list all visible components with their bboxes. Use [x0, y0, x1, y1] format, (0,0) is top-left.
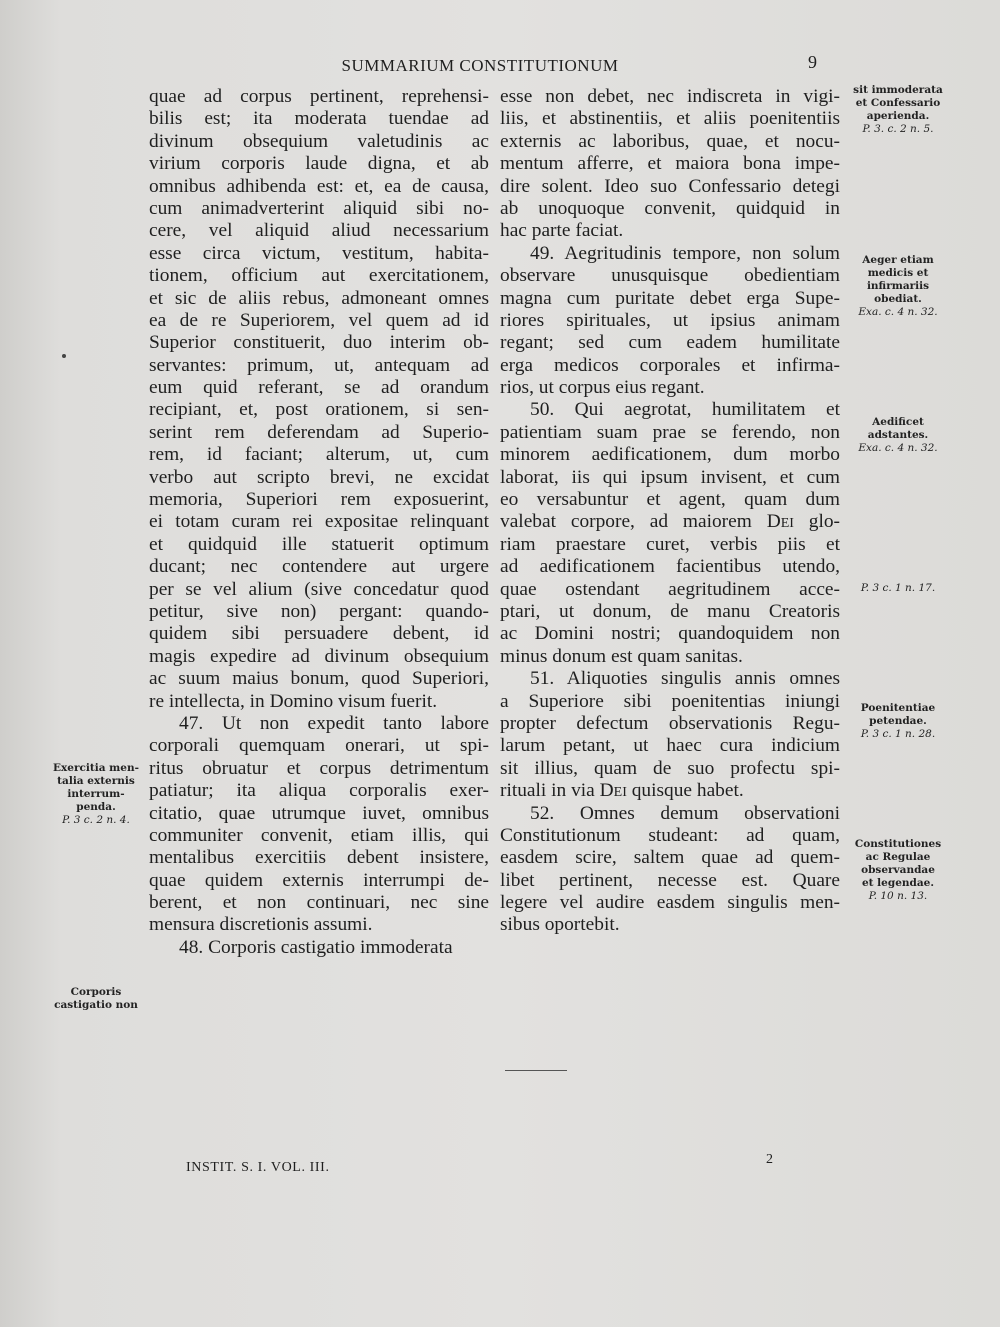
- text-line: liis, et abstinentiis, et aliis poenitentiis: [500, 108, 840, 130]
- text-line: citatio, quae utrumque iuvet, omnibus: [149, 802, 489, 824]
- text-line: servantes: primum, ut, antequam ad: [149, 354, 489, 376]
- text-line: recipiant, et, post orationem, si sen-: [149, 399, 489, 421]
- text-line: ducant; nec contendere aut urgere: [149, 556, 489, 578]
- text-line: [500, 780, 840, 802]
- text-line: mentum afferre, et maiora bona impe-: [500, 153, 840, 175]
- text-line: omnibus adhibenda est: et, ea de causa,: [149, 175, 489, 197]
- footer-signature: INSTIT. S. I. VOL. III.: [186, 1160, 330, 1175]
- margin-note-aedificet: [846, 416, 950, 455]
- note-line: aperienda.: [866, 110, 930, 122]
- text-line: ac suum maius bonum, quod Superiori,: [149, 668, 489, 690]
- note-line: adstantes.: [867, 429, 929, 441]
- text-line: hac parte faciat.: [500, 220, 624, 242]
- text-line: re intellecta, in Domino visum fuerit.: [149, 690, 438, 712]
- text-line: minorem aedificationem, dum morbo: [500, 444, 840, 466]
- text-line: sibus oportebit.: [500, 914, 620, 936]
- text-line: mentalibus exercitiis debent insistere,: [149, 847, 489, 869]
- note-line: talia externis: [57, 775, 135, 787]
- note-line: Aedificet: [872, 416, 924, 428]
- note-line: Constitutiones: [854, 838, 942, 850]
- text-line: rem, id faciant; alterum, ut, cum: [149, 444, 489, 466]
- text-fragment: rituali in via: [500, 780, 595, 802]
- note-line: observandae: [861, 864, 935, 876]
- text-line: patientiam suam prae se ferendo, non: [500, 421, 840, 443]
- text-line: bilis est; ita moderata tuendae ad: [149, 108, 489, 130]
- stray-mark: [62, 354, 66, 358]
- page-number: 9: [808, 52, 817, 72]
- text-fragment: glo-: [793, 511, 840, 533]
- text-line: corporali quemquam onerari, ut spi-: [149, 735, 489, 757]
- text-line: laborat, iis qui ipsum invisent, et cum: [500, 466, 840, 488]
- text-line: larum petant, ut haec cura indicium: [500, 735, 840, 757]
- note-reference: P. 3 c. 2 n. 4.: [62, 814, 130, 826]
- note-line: ac Regulae: [865, 851, 931, 863]
- text-line: sit illius, quam de suo profectu spi-: [500, 757, 840, 779]
- text-line: divinum obsequium valetudinis ac: [149, 130, 489, 152]
- note-line: medicis et: [867, 267, 929, 279]
- note-reference: Exa. c. 4 n. 32.: [858, 442, 938, 454]
- note-reference: Exa. c. 4 n. 32.: [858, 306, 938, 318]
- note-line: infirmariis: [866, 280, 930, 292]
- note-line: sit immoderata: [853, 84, 943, 96]
- small-caps-word: Dei: [766, 511, 794, 533]
- text-line: ac Domini nostri; quandoquidem non: [500, 623, 840, 645]
- margin-note-aeger: [846, 254, 950, 319]
- note-line: Corporis: [70, 986, 122, 998]
- text-fragment: quisque habet.: [626, 780, 744, 802]
- note-line: Poenitentiae: [860, 702, 936, 714]
- text-line: regant; sed cum eadem humilitate: [500, 332, 840, 354]
- text-line: serint rem deferendam ad Superio-: [149, 421, 489, 443]
- text-line: ptari, ut donum, de manu Creatoris: [500, 600, 840, 622]
- note-line: et Confessario: [855, 97, 941, 109]
- note-line: et legendae.: [862, 877, 934, 889]
- text-line: tionem, officium aut exercitationem,: [149, 265, 489, 287]
- text-line: et sic de aliis rebus, admoneant omnes: [149, 287, 489, 309]
- margin-note-exercitia: [48, 762, 144, 827]
- text-line: cum animadverterint aliquid sibi no-: [149, 197, 489, 219]
- text-line: magna cum puritate debet erga Supe-: [500, 287, 840, 309]
- margin-note-constitutiones: [846, 838, 950, 903]
- text-line: rios, ut corpus eius regant.: [500, 377, 705, 399]
- note-line: Aeger etiam: [862, 254, 934, 266]
- left-text-column: [149, 86, 489, 959]
- text-line: propter defectum observationis Regu-: [500, 712, 840, 734]
- text-line: ei totam curam rei expositae relinquant: [149, 511, 489, 533]
- text-line: magis expedire ad divinum obsequium: [149, 645, 489, 667]
- text-line: 49. Aegritudinis tempore, non solum: [530, 242, 840, 264]
- note-reference: P. 10 n. 13.: [868, 890, 928, 902]
- text-line: per se vel alium (sive concedatur quod: [149, 578, 489, 600]
- text-line: ad aedificationem facientibus utendo,: [500, 556, 840, 578]
- note-reference: P. 3 c. 1 n. 28.: [860, 728, 936, 740]
- text-line: 51. Aliquoties singulis annis omnes: [530, 668, 840, 690]
- text-line: ritus obruatur et corpus detrimentum: [149, 757, 489, 779]
- small-caps-word: Dei: [599, 780, 627, 802]
- text-line: 50. Qui aegrotat, humilitatem et: [530, 399, 840, 421]
- note-line: interrum-: [67, 788, 125, 800]
- text-line: 47. Ut non expedit tanto labore: [179, 712, 489, 734]
- text-line: esse non debet, nec indiscreta in vigi-: [500, 86, 840, 107]
- note-line: obediat.: [874, 293, 922, 305]
- text-line: quidem sibi persuadere debent, id: [149, 623, 489, 645]
- text-line: Constitutionum studeant: ad quam,: [500, 824, 840, 846]
- text-line: ea de re Superiorem, vel quem ad id: [149, 309, 489, 331]
- text-line: observare unusquisque obedientiam: [500, 265, 840, 287]
- text-line: eo versabuntur et agent, quam dum: [500, 489, 840, 511]
- note-line: castigatio non: [54, 999, 138, 1011]
- text-line: dire solent. Ideo suo Confessario detegi: [500, 175, 840, 197]
- text-line: mensura discretionis assumi.: [149, 914, 373, 936]
- text-line: virium corporis laude digna, et ab: [149, 153, 489, 175]
- text-line: 52. Omnes demum observationi: [530, 802, 840, 824]
- margin-note-corporis: [48, 986, 144, 1012]
- text-line: easdem scire, saltem quae ad quem-: [500, 847, 840, 869]
- text-line: legere vel audire easdem singulis men-: [500, 892, 840, 914]
- text-line: 48. Corporis castigatio immoderata: [179, 936, 453, 958]
- text-line: externis ac laboribus, quae, et nocu-: [500, 130, 840, 152]
- text-line: erga medicos corporales et infirma-: [500, 354, 840, 376]
- text-line: riam praestare curet, verbis piis et: [500, 533, 840, 555]
- text-line: verbo aut scripto brevi, ne excidat: [149, 466, 489, 488]
- running-title: SUMMARIUM CONSTITUTIONUM: [341, 56, 619, 75]
- divider-rule: [505, 1070, 567, 1071]
- note-line: penda.: [76, 801, 116, 813]
- text-line: patiatur; ita aliqua corporalis exer-: [149, 780, 489, 802]
- text-line: et quidquid ille statuerit optimum: [149, 533, 489, 555]
- text-line: a Superiore sibi poenitentias iniungi: [500, 690, 840, 712]
- text-line: quae ad corpus pertinent, reprehensi-: [149, 86, 489, 107]
- margin-note-confessario: [846, 84, 950, 136]
- text-line: cere, vel aliquid aliud necessarium: [149, 220, 489, 242]
- note-reference: P. 3. c. 2 n. 5.: [862, 123, 934, 135]
- text-line: [500, 511, 840, 533]
- text-line: esse circa victum, vestitum, habita-: [149, 242, 489, 264]
- text-line: ab unoquoque convenit, quidquid in: [500, 197, 840, 219]
- margin-note-ref: [846, 582, 950, 595]
- note-line: petendae.: [869, 715, 927, 727]
- text-fragment: valebat corpore, ad maiorem: [500, 511, 752, 533]
- text-line: berent, et non continuari, nec sine: [149, 892, 489, 914]
- margin-note-poenitentiae: [846, 702, 950, 741]
- text-line: minus donum est quam sanitas.: [500, 645, 743, 667]
- text-line: eum quid referant, se ad orandum: [149, 377, 489, 399]
- text-line: communiter convenit, etiam illis, qui: [149, 824, 489, 846]
- text-line: riores spirituales, ut ipsius animam: [500, 309, 840, 331]
- text-line: memoria, Superiori rem exposuerint,: [149, 489, 489, 511]
- note-reference: P. 3 c. 1 n. 17.: [860, 582, 936, 594]
- note-line: Exercitia men-: [53, 762, 139, 774]
- text-line: Superior constituerit, duo interim ob-: [149, 332, 489, 354]
- text-line: libet pertinent, necesse est. Quare: [500, 869, 840, 891]
- text-line: quae quidem externis interrumpi de-: [149, 869, 489, 891]
- right-text-column: [500, 86, 840, 937]
- text-line: petitur, sive non) pergant: quando-: [149, 600, 489, 622]
- sheet-number: 2: [766, 1152, 773, 1167]
- text-line: quae ostendant aegritudinem acce-: [500, 578, 840, 600]
